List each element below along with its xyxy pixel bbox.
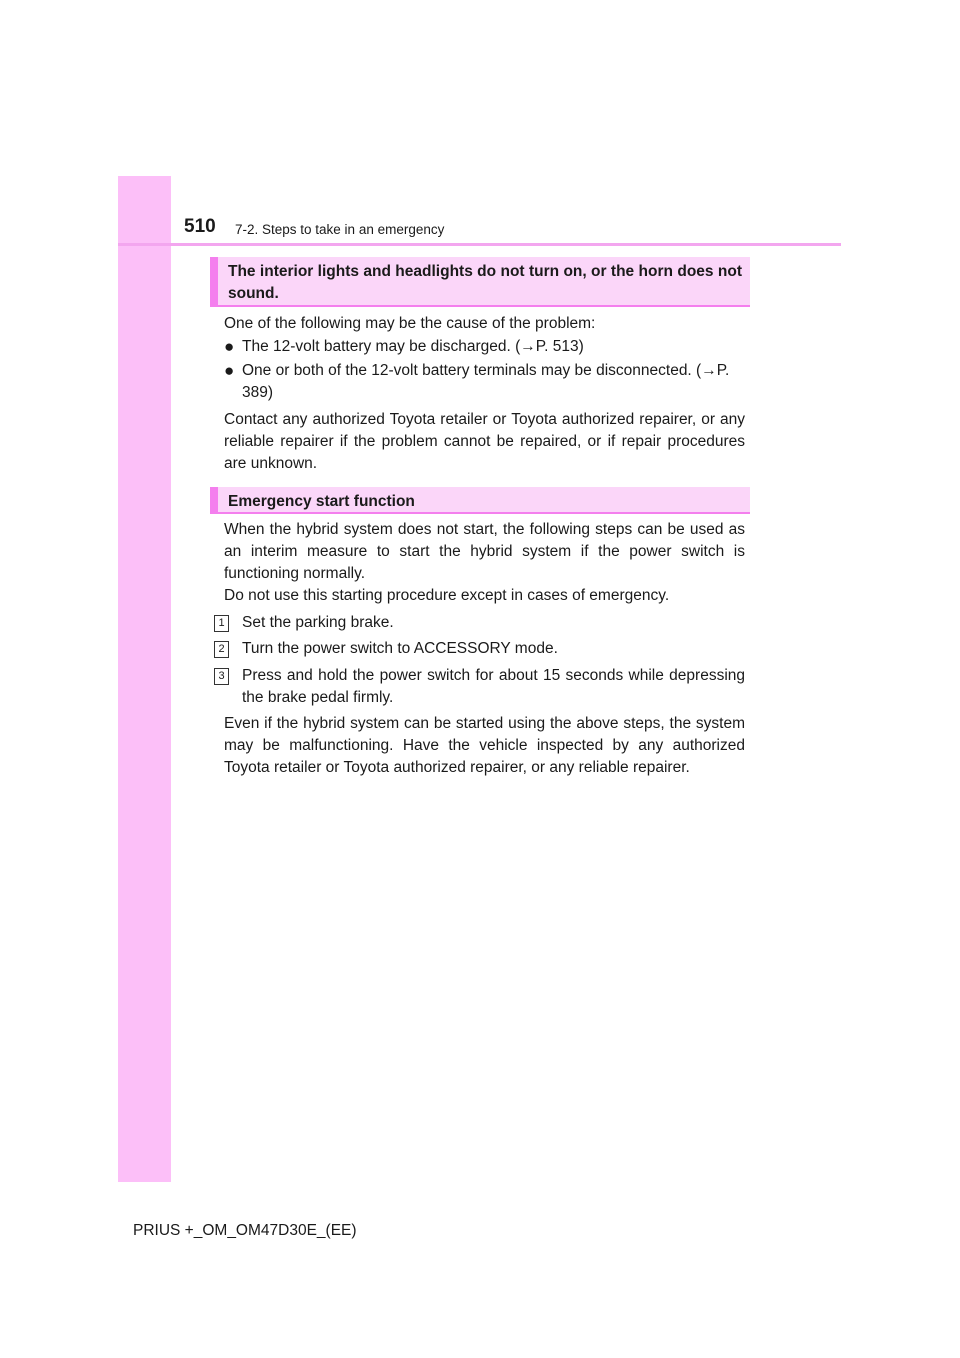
section1-contact-text: Contact any authorized Toyota retailer or Toyota authorized repairer, or any reliable repairer if the problem cannot be repaired, or if repair procedures are unknown. xyxy=(224,411,745,472)
bullet-icon: ● xyxy=(224,337,235,356)
header-rule xyxy=(118,243,841,246)
step-text: Press and hold the power switch for about 15 seconds while depressing the brake pedal firmly. xyxy=(242,667,745,706)
step-number: 1 xyxy=(214,615,229,632)
side-tab-strip xyxy=(118,176,171,1182)
bullet-text: The 12-volt battery may be discharged. (→P. 513) xyxy=(242,338,584,355)
page-number: 510 xyxy=(184,216,216,237)
section2-intro: When the hybrid system does not start, the following steps can be used as an interim measure to start the hybrid system if the power switch is functioning normally. xyxy=(224,521,745,582)
section-heading-emergency-start: Emergency start function xyxy=(210,487,750,514)
section-heading-lights-horn: The interior lights and headlights do not turn on, or the horn does not sound. xyxy=(210,257,750,307)
step-text: Turn the power switch to ACCESSORY mode. xyxy=(242,640,558,657)
step-number: 3 xyxy=(214,668,229,685)
section-reference: 7-2. Steps to take in an emergency xyxy=(235,222,445,237)
footer-document-id: PRIUS +_OM_OM47D30E_(EE) xyxy=(133,1222,357,1239)
step-number: 2 xyxy=(214,641,229,658)
step-text: Set the parking brake. xyxy=(242,614,394,631)
section2-warning: Do not use this starting procedure except in cases of emergency. xyxy=(224,587,670,604)
bullet-icon: ● xyxy=(224,361,235,380)
section1-intro: One of the following may be the cause of the problem: xyxy=(224,315,596,332)
bullet-text: One or both of the 12-volt battery terminals may be disconnected. (→P. 389) xyxy=(242,362,730,401)
section2-closing-text: Even if the hybrid system can be started using the above steps, the system may be malfunctioning. Have the vehicle inspected by any authorized Toyota retailer or Toyota authorized repairer, or any reliable repairer. xyxy=(224,715,745,776)
